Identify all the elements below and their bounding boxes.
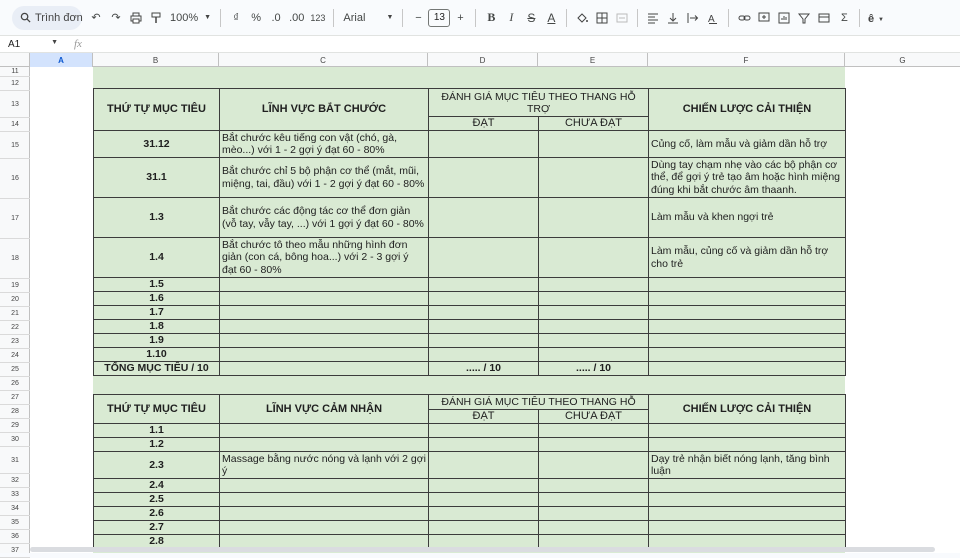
field-cell[interactable] <box>220 278 429 292</box>
fail-cell[interactable] <box>539 334 649 348</box>
pass-cell[interactable] <box>429 292 539 306</box>
pass-cell[interactable] <box>429 131 539 158</box>
goal-id-cell[interactable]: 1.5 <box>94 278 220 292</box>
strategy-cell[interactable] <box>649 479 846 493</box>
paint-format-icon[interactable] <box>146 6 166 30</box>
goal-id-cell[interactable]: 2.8 <box>94 535 220 549</box>
decrease-decimal-button[interactable]: .0 <box>271 11 281 24</box>
font-size-input[interactable]: 13 <box>428 9 450 27</box>
fx-icon: fx <box>74 38 82 50</box>
zoom-select[interactable] <box>166 6 215 30</box>
table-row <box>94 198 846 238</box>
field-cell[interactable]: Massage bằng nước nóng và lạnh với 2 gợi ý <box>220 452 429 479</box>
pass-cell[interactable] <box>429 424 539 438</box>
pass-cell[interactable] <box>429 320 539 334</box>
column-header-a[interactable]: A <box>30 53 93 67</box>
table-row <box>94 131 846 158</box>
strategy-cell[interactable] <box>649 493 846 507</box>
filter-views-icon[interactable] <box>814 6 834 30</box>
font-size-increase-button[interactable]: + <box>457 11 464 24</box>
row-header[interactable]: 23 <box>0 335 30 349</box>
text-rotation-icon[interactable] <box>703 6 723 30</box>
svg-text:ê: ê <box>868 12 875 25</box>
goal-id-cell[interactable]: 1.9 <box>94 334 220 348</box>
pass-cell[interactable] <box>429 348 539 362</box>
row-header[interactable]: 20 <box>0 293 30 307</box>
table-row <box>94 521 846 535</box>
table-row <box>94 493 846 507</box>
fail-cell[interactable] <box>539 306 649 320</box>
table-row <box>94 479 846 493</box>
divider <box>566 9 567 27</box>
row-header[interactable]: 28 <box>0 405 30 419</box>
header-field[interactable]: LĨNH VỰC CẢM NHẬN <box>220 395 429 424</box>
row-header[interactable]: 14 <box>0 118 30 132</box>
link-icon[interactable] <box>734 6 754 30</box>
column-header-f[interactable]: F <box>648 53 845 67</box>
row-header[interactable]: 17 <box>0 199 30 239</box>
menu-search-label: Trình đơn <box>35 11 83 24</box>
table-row <box>94 348 846 362</box>
goal-id-cell[interactable]: 1.7 <box>94 306 220 320</box>
table-row <box>94 238 846 278</box>
field-cell[interactable]: Bắt chước chỉ 5 bộ phận cơ thể (mắt, mũi, miệng, tai, đầu) với 1 - 2 gợi ý đạt 60 - 80% <box>220 158 429 198</box>
fail-cell[interactable] <box>539 238 649 278</box>
strategy-cell[interactable] <box>649 334 846 348</box>
divider <box>637 9 638 27</box>
fail-cell[interactable] <box>539 131 649 158</box>
header-fail[interactable]: CHƯA ĐẠT <box>539 117 649 131</box>
divider <box>475 9 476 27</box>
column-headers <box>0 53 960 67</box>
fail-cell[interactable] <box>539 493 649 507</box>
divider <box>333 9 334 27</box>
pass-cell[interactable] <box>429 334 539 348</box>
table-row <box>94 452 846 479</box>
goal-id-cell[interactable]: 2.4 <box>94 479 220 493</box>
field-cell[interactable] <box>220 507 429 521</box>
row-header[interactable]: 36 <box>0 530 30 544</box>
row-header[interactable]: 27 <box>0 391 30 405</box>
fail-cell[interactable] <box>539 452 649 479</box>
header-order[interactable]: THỨ TỰ MỤC TIÊU <box>94 89 220 131</box>
divider <box>402 9 403 27</box>
cell-reference: A1 <box>8 38 21 50</box>
chevron-down-icon: ▼ <box>386 14 394 21</box>
sheet-grid[interactable] <box>0 53 960 553</box>
field-cell[interactable] <box>220 479 429 493</box>
header-strategy[interactable]: CHIẾN LƯỢC CẢI THIỆN <box>649 89 846 131</box>
table-row <box>94 158 846 198</box>
column-header-e[interactable]: E <box>538 53 648 67</box>
strategy-cell[interactable]: Dạy trẻ nhận biết nóng lạnh, tăng bình luận <box>649 452 846 479</box>
goal-id-cell[interactable]: 1.2 <box>94 438 220 452</box>
row-header[interactable]: 16 <box>0 159 30 199</box>
column-header-b[interactable]: B <box>93 53 219 67</box>
strategy-cell[interactable] <box>649 292 846 306</box>
fail-cell[interactable] <box>539 198 649 238</box>
row-header[interactable]: 24 <box>0 349 30 363</box>
font-value: Arial <box>343 11 366 24</box>
fail-cell[interactable] <box>539 158 649 198</box>
goal-id-cell[interactable]: 2.7 <box>94 521 220 535</box>
select-all-corner[interactable] <box>0 53 30 67</box>
field-cell[interactable] <box>220 424 429 438</box>
name-box[interactable] <box>0 39 62 50</box>
perception-table <box>93 394 846 549</box>
strategy-cell[interactable]: Dùng tay chạm nhẹ vào các bộ phận cơ thể, để gợi ý trẻ tạo âm hoặc hình miệng đúng khi bắt chước âm thaanh. <box>649 158 846 198</box>
goal-id-cell[interactable]: 1.6 <box>94 292 220 306</box>
header-strategy[interactable]: CHIẾN LƯỢC CẢI THIỆN <box>649 395 846 424</box>
increase-decimal-button[interactable]: .00 <box>289 11 305 24</box>
table-row <box>94 424 846 438</box>
row-header[interactable]: 25 <box>0 363 30 377</box>
row-header[interactable]: 12 <box>0 77 30 91</box>
strategy-cell[interactable] <box>649 278 846 292</box>
horizontal-scrollbar[interactable] <box>30 547 935 552</box>
strategy-cell[interactable] <box>649 507 846 521</box>
table-row <box>94 278 846 292</box>
strategy-cell[interactable] <box>649 521 846 535</box>
table-row <box>94 334 846 348</box>
row-header[interactable]: 19 <box>0 279 30 293</box>
zoom-value: 100% <box>170 11 199 24</box>
fail-cell[interactable] <box>539 320 649 334</box>
functions-button[interactable]: Σ <box>841 11 848 24</box>
bold-button[interactable]: B <box>487 10 496 24</box>
row-header[interactable]: 15 <box>0 132 30 159</box>
pass-cell[interactable] <box>429 507 539 521</box>
header-evaluation[interactable]: ĐÁNH GIÁ MỤC TIÊU THEO THANG HỖ TRỢ <box>429 89 649 117</box>
pass-cell[interactable] <box>429 238 539 278</box>
text-wrap-icon[interactable] <box>683 6 703 30</box>
currency-button[interactable]: ₫ <box>233 11 239 24</box>
row-header[interactable]: 11 <box>0 67 30 77</box>
header-order[interactable]: THỨ TỰ MỤC TIÊU <box>94 395 220 424</box>
pass-cell[interactable] <box>429 452 539 479</box>
pass-cell[interactable] <box>429 521 539 535</box>
percent-button[interactable]: % <box>251 11 261 24</box>
fail-cell[interactable] <box>539 521 649 535</box>
svg-text:▼: ▼ <box>878 16 885 23</box>
table-cell[interactable] <box>220 362 429 376</box>
chart-icon[interactable] <box>774 6 794 30</box>
table-row <box>94 306 846 320</box>
header-evaluation[interactable]: ĐÁNH GIÁ MỤC TIÊU THEO THANG HỖ <box>429 395 649 410</box>
row-header[interactable]: 37 <box>0 544 30 558</box>
filter-icon[interactable] <box>794 6 814 30</box>
chevron-down-icon: ▼ <box>204 14 212 21</box>
goal-id-cell[interactable]: 31.12 <box>94 131 220 158</box>
field-cell[interactable] <box>220 348 429 362</box>
strategy-cell[interactable] <box>649 438 846 452</box>
fail-cell[interactable] <box>539 424 649 438</box>
row-header[interactable]: 33 <box>0 488 30 502</box>
field-cell[interactable] <box>220 306 429 320</box>
vertical-align-icon[interactable] <box>663 6 683 30</box>
row-header[interactable]: 18 <box>0 239 30 279</box>
row-header[interactable]: 22 <box>0 321 30 335</box>
total-pass[interactable]: ..... / 10 <box>429 362 539 376</box>
pass-cell[interactable] <box>429 438 539 452</box>
field-cell[interactable] <box>220 493 429 507</box>
italic-button[interactable]: I <box>509 10 514 24</box>
number-format-button[interactable]: 123 <box>310 12 326 23</box>
text-color-button[interactable]: A <box>547 10 556 25</box>
header-fail[interactable]: CHƯA ĐẠT <box>539 410 649 424</box>
divider <box>728 9 729 27</box>
field-cell[interactable]: Bắt chước các động tác cơ thể đơn giản (vỗ tay, vẫy tay, ...) với 1 gợi ý đạt 60 - 80% <box>220 198 429 238</box>
strategy-cell[interactable] <box>649 348 846 362</box>
pass-cell[interactable] <box>429 479 539 493</box>
field-cell[interactable]: Bắt chước tô theo mẫu những hình đơn giản (con cá, bông hoa...) với 2 - 3 gợi ý đạt 60 - 80% <box>220 238 429 278</box>
merge-cells-icon[interactable] <box>612 6 632 30</box>
table-row <box>94 292 846 306</box>
field-cell[interactable]: Bắt chước kêu tiếng con vật (chó, gà, mèo...) với 1 - 2 gợi ý đạt 60 - 80% <box>220 131 429 158</box>
header-field[interactable]: LĨNH VỰC BẮT CHƯỚC <box>220 89 429 131</box>
comment-icon[interactable] <box>754 6 774 30</box>
goal-id-cell[interactable]: 31.1 <box>94 158 220 198</box>
row-headers <box>0 67 30 553</box>
fail-cell[interactable] <box>539 479 649 493</box>
imitation-table <box>93 88 846 376</box>
fail-cell[interactable] <box>539 292 649 306</box>
search-icon <box>20 12 31 23</box>
goal-id-cell[interactable]: 2.6 <box>94 507 220 521</box>
pass-cell[interactable] <box>429 198 539 238</box>
row-header[interactable]: 34 <box>0 502 30 516</box>
toolbar <box>0 0 960 35</box>
row-header[interactable]: 21 <box>0 307 30 321</box>
strategy-cell[interactable] <box>649 424 846 438</box>
row-header[interactable]: 29 <box>0 419 30 433</box>
redo-icon[interactable]: ↷ <box>111 12 121 24</box>
strategy-cell[interactable]: Làm mẫu và khen ngợi trẻ <box>649 198 846 238</box>
column-header-g[interactable]: G <box>899 55 906 65</box>
fail-cell[interactable] <box>539 278 649 292</box>
fail-cell[interactable] <box>539 438 649 452</box>
goal-id-cell[interactable]: 1.8 <box>94 320 220 334</box>
field-cell[interactable] <box>220 292 429 306</box>
field-cell[interactable] <box>220 334 429 348</box>
goal-id-cell[interactable]: 1.1 <box>94 424 220 438</box>
fail-cell[interactable] <box>539 507 649 521</box>
strategy-cell[interactable]: Làm mẫu, củng cố và giảm dần hỗ trợ cho trẻ <box>649 238 846 278</box>
table-row <box>94 320 846 334</box>
goal-id-cell[interactable]: 1.4 <box>94 238 220 278</box>
fail-cell[interactable] <box>539 348 649 362</box>
formula-bar <box>0 35 960 53</box>
row-header[interactable]: 31 <box>0 447 30 474</box>
pass-cell[interactable] <box>429 493 539 507</box>
row-header[interactable]: 13 <box>0 91 30 118</box>
undo-icon[interactable]: ↶ <box>91 12 101 24</box>
column-header-c[interactable]: C <box>219 53 428 67</box>
goal-id-cell[interactable]: 1.3 <box>94 198 220 238</box>
row-header[interactable]: 35 <box>0 516 30 530</box>
pass-cell[interactable] <box>429 306 539 320</box>
table-row <box>94 507 846 521</box>
divider <box>859 9 860 27</box>
total-label[interactable]: TỔNG MỤC TIÊU / 10 <box>94 362 220 376</box>
font-select[interactable] <box>339 6 397 30</box>
strategy-cell[interactable]: Củng cố, làm mẫu và giảm dần hỗ trợ <box>649 131 846 158</box>
table-cell[interactable] <box>649 362 846 376</box>
goal-id-cell[interactable]: 1.10 <box>94 348 220 362</box>
header-pass[interactable]: ĐẠT <box>429 410 539 424</box>
print-icon[interactable] <box>126 6 146 30</box>
input-tools-icon[interactable] <box>865 6 887 30</box>
strategy-cell[interactable] <box>649 306 846 320</box>
header-pass[interactable]: ĐẠT <box>429 117 539 131</box>
row-header[interactable]: 32 <box>0 474 30 488</box>
row-header[interactable]: 26 <box>0 377 30 391</box>
chevron-down-icon: ▼ <box>51 38 58 46</box>
goal-id-cell[interactable]: 2.3 <box>94 452 220 479</box>
goal-id-cell[interactable]: 2.5 <box>94 493 220 507</box>
svg-text:A: A <box>708 13 716 25</box>
fill-color-icon[interactable] <box>572 6 592 30</box>
total-fail[interactable]: ..... / 10 <box>539 362 649 376</box>
field-cell[interactable] <box>220 521 429 535</box>
strategy-cell[interactable] <box>649 320 846 334</box>
borders-icon[interactable] <box>592 6 612 30</box>
pass-cell[interactable] <box>429 158 539 198</box>
align-left-icon[interactable] <box>643 6 663 30</box>
field-cell[interactable] <box>220 438 429 452</box>
column-header-d[interactable]: D <box>428 53 538 67</box>
pass-cell[interactable] <box>429 278 539 292</box>
menu-search[interactable] <box>12 6 82 30</box>
strikethrough-button[interactable]: S <box>527 10 536 25</box>
font-size-decrease-button[interactable]: − <box>415 11 422 24</box>
row-header[interactable]: 30 <box>0 433 30 447</box>
field-cell[interactable] <box>220 320 429 334</box>
divider <box>220 9 221 27</box>
table-row <box>94 438 846 452</box>
